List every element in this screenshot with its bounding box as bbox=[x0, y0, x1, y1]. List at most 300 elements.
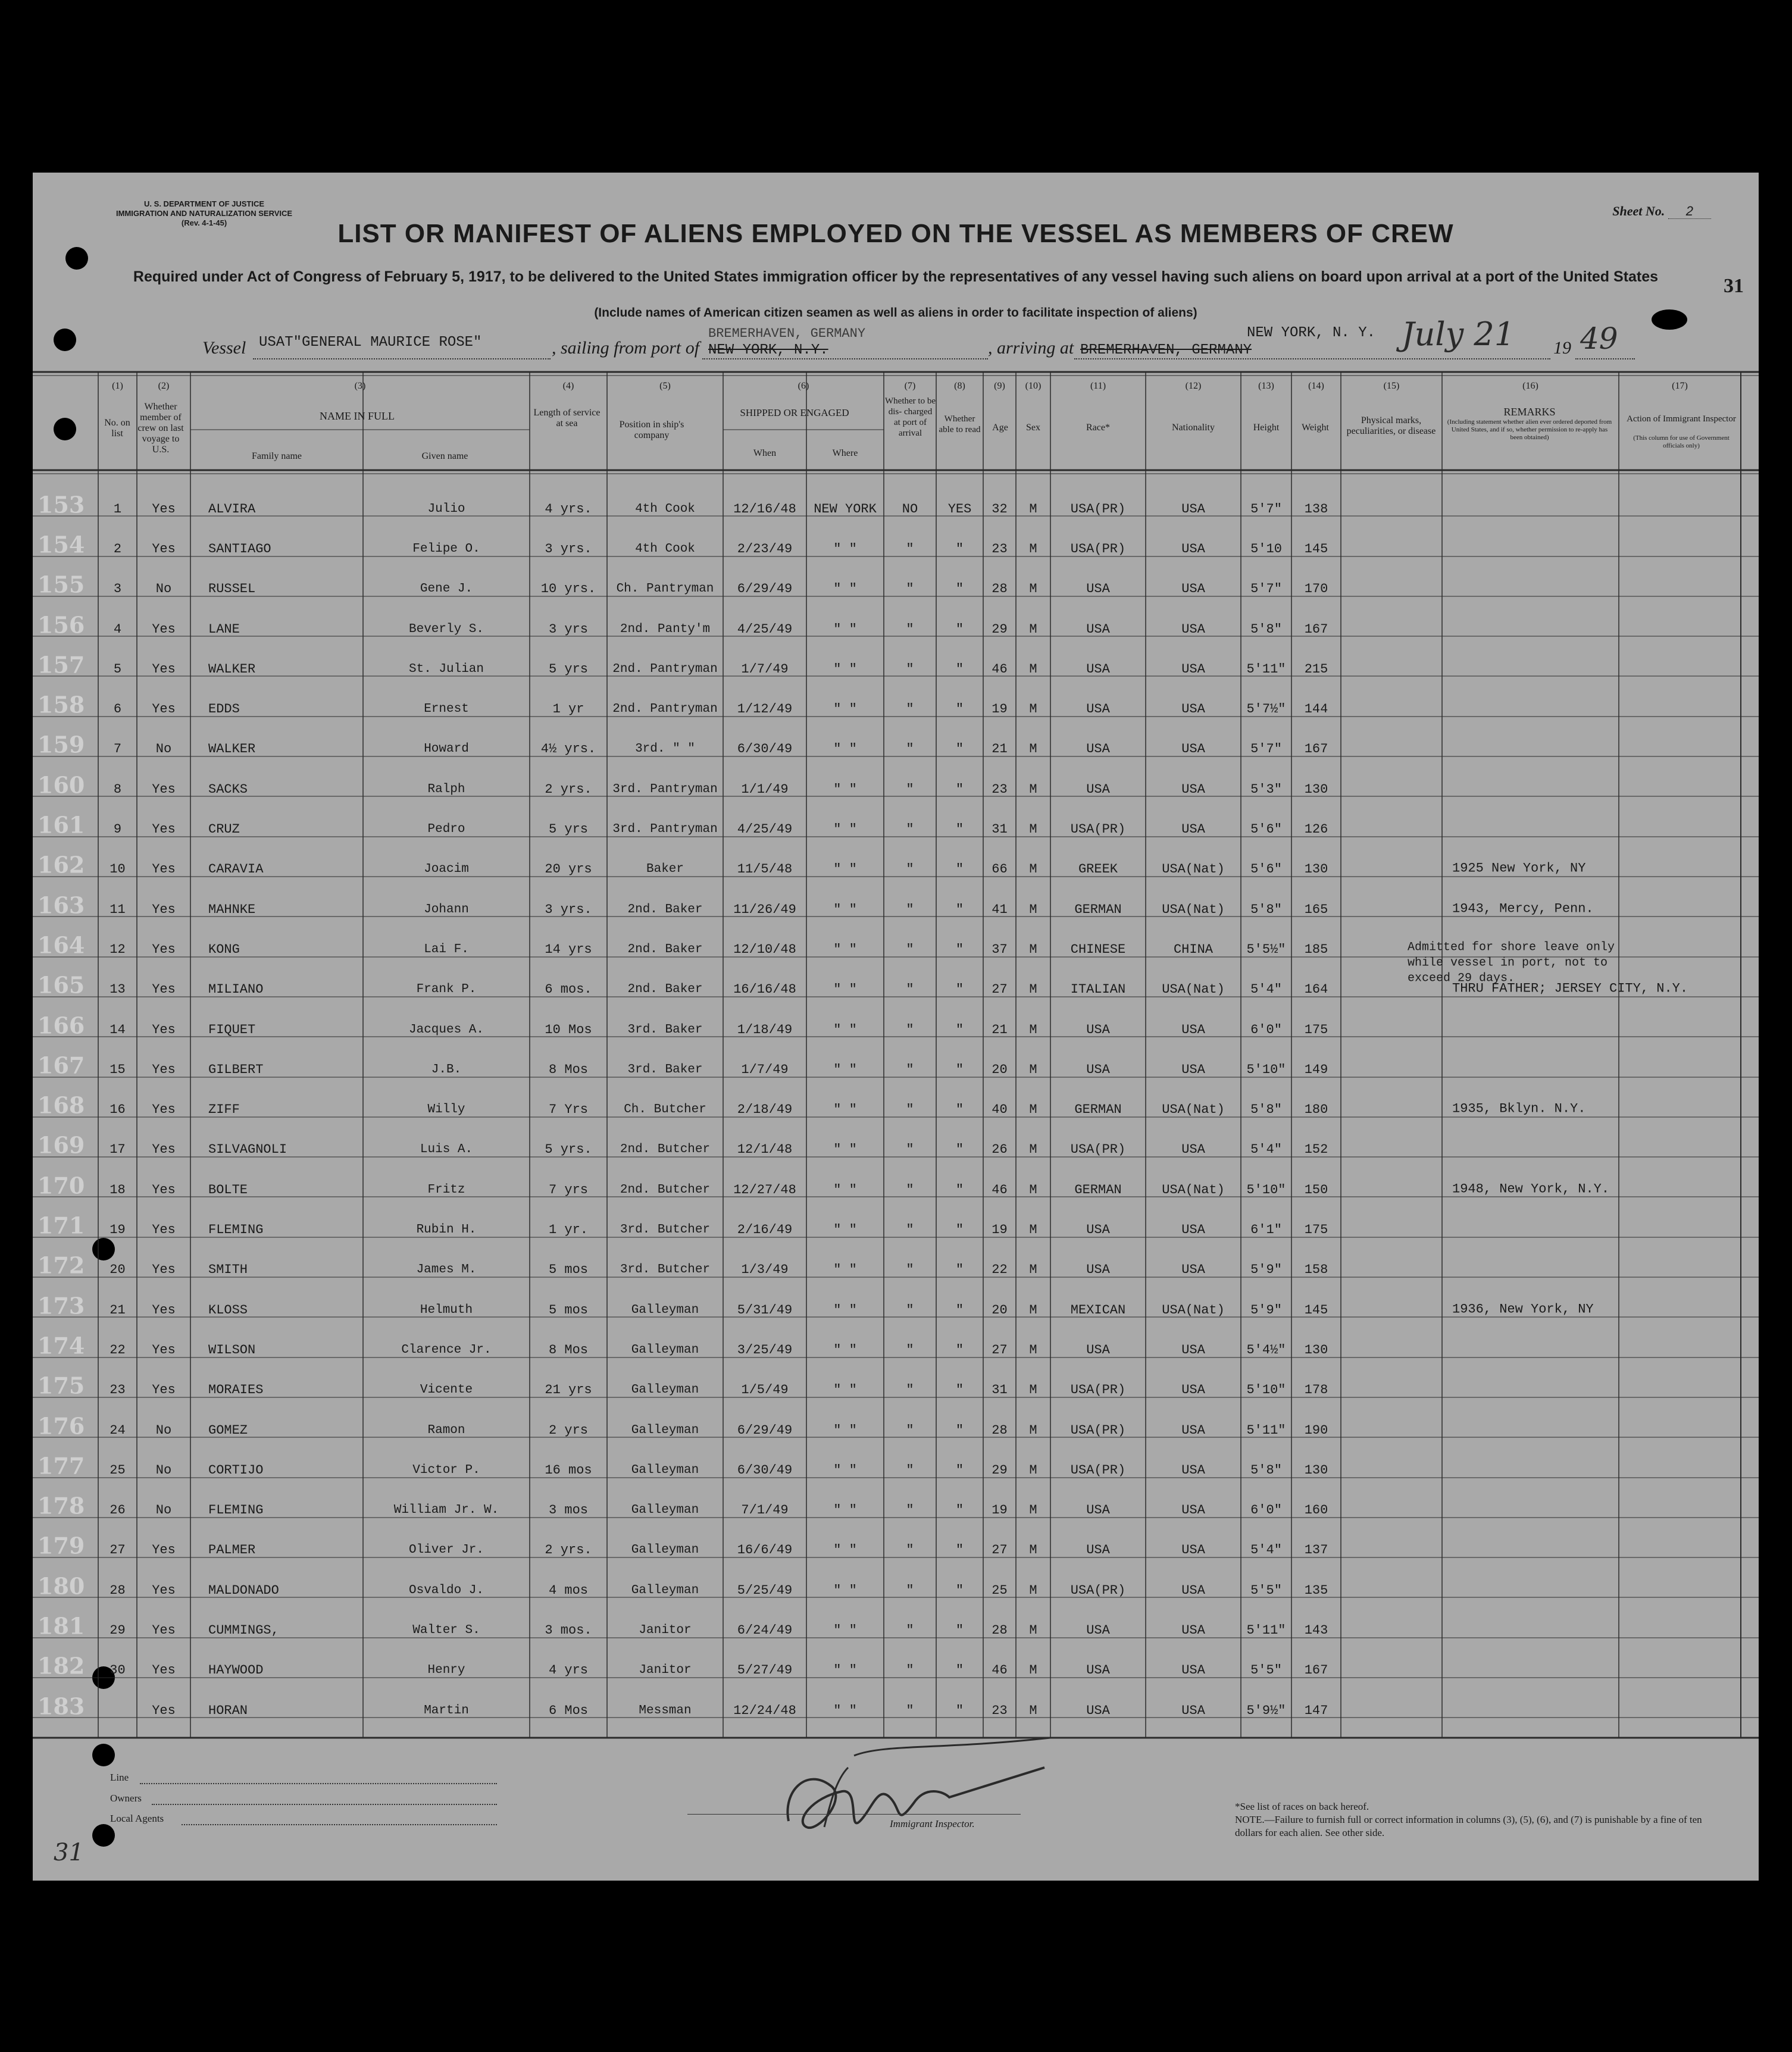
cell-discharged: " bbox=[906, 1342, 914, 1357]
cell-weight: 180 bbox=[1304, 1102, 1328, 1118]
cell-race: USA bbox=[1086, 1543, 1110, 1558]
cell-race: USA bbox=[1086, 621, 1110, 637]
cell-read: " bbox=[955, 1663, 964, 1678]
cell-when: 6/29/49 bbox=[737, 1422, 793, 1438]
cell-where: " " bbox=[833, 1182, 857, 1197]
cell-voyage: Yes bbox=[152, 1022, 176, 1037]
cell-sex: M bbox=[1029, 1142, 1037, 1158]
cell-given: St. Julian bbox=[408, 662, 484, 676]
cell-when: 11/5/48 bbox=[737, 862, 793, 877]
cell-when: 16/6/49 bbox=[737, 1543, 793, 1558]
cell-service: 3 yrs. bbox=[545, 902, 592, 917]
cell-read: " bbox=[955, 902, 964, 917]
hdr-shipped: SHIPPED OR ENGAGED bbox=[740, 407, 849, 418]
cell-height: 5'8" bbox=[1250, 621, 1282, 637]
cell-age: 23 bbox=[992, 781, 1008, 797]
cell-race: USA bbox=[1086, 1703, 1110, 1718]
cell-height: 5'10" bbox=[1246, 1062, 1286, 1077]
cell-race: GREEK bbox=[1078, 862, 1118, 877]
margin-stamp-number: 163 bbox=[37, 892, 85, 919]
kong-remark-1: Admitted for shore leave only bbox=[1408, 940, 1615, 955]
cell-service: 20 yrs bbox=[545, 862, 592, 877]
cell-no: 13 bbox=[110, 982, 126, 997]
margin-stamp-number: 178 bbox=[37, 1492, 85, 1519]
cell-no: 21 bbox=[110, 1302, 126, 1318]
cell-given: Vicente bbox=[420, 1383, 473, 1397]
cell-discharged: " bbox=[906, 862, 914, 877]
cell-when: 6/24/49 bbox=[737, 1623, 793, 1638]
margin-stamp-number: 169 bbox=[37, 1131, 85, 1159]
hdr-where: Where bbox=[832, 448, 858, 458]
cell-given: Walter S. bbox=[412, 1624, 480, 1638]
margin-stamp-number: 154 bbox=[37, 531, 85, 558]
cell-discharged: " bbox=[906, 661, 914, 677]
cell-position: 2nd. Butcher bbox=[620, 1183, 711, 1197]
cell-voyage: Yes bbox=[152, 621, 176, 637]
cell-race: MEXICAN bbox=[1070, 1302, 1126, 1318]
kong-remark-3: exceed 29 days. bbox=[1408, 971, 1515, 986]
cell-weight: 170 bbox=[1304, 581, 1328, 597]
cell-no: 19 bbox=[110, 1222, 126, 1238]
cell-given: Willy bbox=[427, 1103, 465, 1117]
cell-when: 6/29/49 bbox=[737, 581, 793, 597]
cell-voyage: Yes bbox=[152, 1062, 176, 1077]
cell-service: 3 mos bbox=[548, 1503, 588, 1518]
cell-sex: M bbox=[1029, 501, 1037, 517]
column-number-3: (3) bbox=[354, 381, 366, 391]
cell-read: " bbox=[955, 1582, 964, 1598]
cell-remarks: 1925 New York, NY bbox=[1452, 861, 1586, 876]
cell-service: 10 Mos bbox=[545, 1022, 592, 1037]
margin-stamp-number: 166 bbox=[37, 1012, 85, 1039]
cell-voyage: Yes bbox=[152, 1142, 176, 1158]
cell-weight: 145 bbox=[1304, 541, 1328, 556]
cell-where: " " bbox=[833, 1142, 857, 1158]
cell-position: Galleyman bbox=[631, 1463, 699, 1477]
cell-sex: M bbox=[1029, 902, 1037, 917]
cell-where: " " bbox=[833, 661, 857, 677]
cell-given: Henry bbox=[427, 1663, 465, 1678]
cell-service: 5 yrs bbox=[548, 661, 588, 677]
cell-weight: 126 bbox=[1304, 822, 1328, 837]
cell-age: 20 bbox=[992, 1302, 1008, 1318]
footer-line-label: Line bbox=[110, 1772, 129, 1783]
cell-discharged: " bbox=[906, 822, 914, 837]
cell-age: 28 bbox=[992, 1623, 1008, 1638]
column-number-8: (8) bbox=[954, 381, 965, 391]
cell-discharged: " bbox=[906, 982, 914, 997]
cell-sex: M bbox=[1029, 1062, 1037, 1077]
cell-when: 4/25/49 bbox=[737, 621, 793, 637]
hdr-sex: Sex bbox=[1026, 423, 1040, 433]
hdr-action: Action of Immigrant Inspector bbox=[1627, 414, 1736, 424]
margin-stamp-number: 176 bbox=[37, 1412, 85, 1440]
cell-read: " bbox=[955, 1462, 964, 1478]
margin-stamp-number: 165 bbox=[37, 971, 85, 999]
cell-discharged: " bbox=[906, 541, 914, 556]
column-number-10: (10) bbox=[1025, 381, 1042, 391]
cell-position: 3rd. Butcher bbox=[620, 1223, 711, 1237]
margin-stamp-number: 171 bbox=[37, 1212, 85, 1239]
cell-position: 3rd. Pantryman bbox=[612, 782, 718, 796]
cell-age: 46 bbox=[992, 1182, 1008, 1197]
cell-family: CORTIJO bbox=[208, 1462, 264, 1478]
column-number-11: (11) bbox=[1090, 381, 1106, 391]
arriving-label: , arriving at bbox=[988, 338, 1074, 358]
cell-race: USA bbox=[1086, 1262, 1110, 1278]
cell-height: 5'8" bbox=[1250, 902, 1282, 917]
cell-age: 29 bbox=[992, 1462, 1008, 1478]
cell-read: " bbox=[955, 1142, 964, 1158]
note-text: —Failure to furnish full or correct information in columns (3), (5), (6), and (7) is punishable by a fine of ten dollars for each alien. See other side. bbox=[1235, 1814, 1702, 1838]
cell-service: 5 mos bbox=[548, 1302, 588, 1318]
cell-age: 46 bbox=[992, 661, 1008, 677]
cell-height: 5'7½" bbox=[1246, 702, 1286, 717]
cell-voyage: Yes bbox=[152, 1302, 176, 1318]
hdr-weight: Weight bbox=[1302, 423, 1329, 433]
cell-position: 2nd. Baker bbox=[627, 983, 703, 997]
cell-service: 4 mos bbox=[548, 1582, 588, 1598]
cell-height: 5'3" bbox=[1250, 781, 1282, 797]
cell-weight: 178 bbox=[1304, 1382, 1328, 1398]
cell-read: " bbox=[955, 862, 964, 877]
cell-no: 27 bbox=[110, 1543, 126, 1558]
cell-race: USA bbox=[1086, 1503, 1110, 1518]
cell-weight: 130 bbox=[1304, 862, 1328, 877]
cell-read: " bbox=[955, 1262, 964, 1278]
cell-family: ZIFF bbox=[208, 1102, 240, 1118]
margin-stamp-number: 173 bbox=[37, 1292, 85, 1319]
cell-age: 22 bbox=[992, 1262, 1008, 1278]
cell-nationality: CHINA bbox=[1173, 941, 1213, 957]
cell-family: BOLTE bbox=[208, 1182, 248, 1197]
cell-age: 19 bbox=[992, 1503, 1008, 1518]
cell-no: 23 bbox=[110, 1382, 126, 1398]
margin-stamp-number: 155 bbox=[37, 571, 85, 598]
cell-service: 5 yrs. bbox=[545, 1142, 592, 1158]
cell-race: USA(PR) bbox=[1070, 1462, 1126, 1478]
cell-family: SMITH bbox=[208, 1262, 248, 1278]
cell-nationality: USA bbox=[1181, 1022, 1205, 1037]
cell-when: 5/25/49 bbox=[737, 1582, 793, 1598]
cell-when: 2/16/49 bbox=[737, 1222, 793, 1238]
cell-height: 5'10 bbox=[1250, 541, 1282, 556]
cell-service: 3 yrs bbox=[548, 621, 588, 637]
cell-position: 3rd. Baker bbox=[627, 1062, 703, 1077]
cell-discharged: " bbox=[906, 1222, 914, 1238]
cell-race: CHINESE bbox=[1070, 941, 1126, 957]
cell-nationality: USA bbox=[1181, 1062, 1205, 1077]
hdr-remarks: REMARKS bbox=[1503, 406, 1556, 418]
cell-nationality: USA bbox=[1181, 1543, 1205, 1558]
hdr-height: Height bbox=[1253, 423, 1280, 433]
cell-service: 6 Mos bbox=[548, 1703, 588, 1718]
cell-when: 1/7/49 bbox=[741, 1062, 789, 1077]
cell-position: 3rd. Butcher bbox=[620, 1263, 711, 1277]
cell-family: GOMEZ bbox=[208, 1422, 248, 1438]
cell-read: " bbox=[955, 621, 964, 637]
cell-no: 6 bbox=[113, 702, 122, 717]
cell-no: 26 bbox=[110, 1503, 126, 1518]
cell-position: 3rd. " " bbox=[635, 742, 695, 756]
cell-no: 9 bbox=[113, 822, 122, 837]
cell-nationality: USA bbox=[1181, 1703, 1205, 1718]
cell-read: " bbox=[955, 1302, 964, 1318]
cell-race: USA bbox=[1086, 1022, 1110, 1037]
requirement-text: Required under Act of Congress of February 5, 1917, to be delivered to the United States immigration officer by the representatives of any vessel having such aliens on board upon arrival at a port of the United States bbox=[133, 268, 1659, 285]
cell-discharged: " bbox=[906, 1623, 914, 1638]
cell-height: 5'8" bbox=[1250, 1102, 1282, 1118]
cell-service: 21 yrs bbox=[545, 1382, 592, 1398]
cell-no: 25 bbox=[110, 1462, 126, 1478]
cell-voyage: Yes bbox=[152, 1102, 176, 1118]
year-suffix: 49 bbox=[1580, 321, 1618, 356]
hdr-race: Race* bbox=[1086, 423, 1110, 433]
cell-where: " " bbox=[833, 941, 857, 957]
cell-voyage: No bbox=[155, 1462, 172, 1478]
cell-sex: M bbox=[1029, 1582, 1037, 1598]
cell-age: 26 bbox=[992, 1142, 1008, 1158]
cell-family: KLOSS bbox=[208, 1302, 248, 1318]
cell-when: 1/7/49 bbox=[741, 661, 789, 677]
cell-given: Martin bbox=[424, 1703, 469, 1718]
margin-stamp-number: 170 bbox=[37, 1172, 85, 1199]
margin-stamp-number: 153 bbox=[37, 491, 85, 518]
arriving-port: NEW YORK, N. Y. bbox=[1247, 325, 1376, 341]
cell-no: 11 bbox=[110, 902, 126, 917]
cell-race: USA(PR) bbox=[1070, 541, 1126, 556]
dept-line-1: U. S. DEPARTMENT OF JUSTICE bbox=[144, 199, 265, 208]
cell-weight: 138 bbox=[1304, 501, 1328, 517]
cell-discharged: " bbox=[906, 1302, 914, 1318]
cell-given: Howard bbox=[424, 742, 469, 756]
cell-nationality: USA bbox=[1181, 1623, 1205, 1638]
cell-weight: 215 bbox=[1304, 661, 1328, 677]
cell-sex: M bbox=[1029, 581, 1037, 597]
inspector-label: Immigrant Inspector. bbox=[890, 1818, 975, 1829]
cell-age: 31 bbox=[992, 822, 1008, 837]
cell-weight: 167 bbox=[1304, 742, 1328, 757]
cell-race: USA bbox=[1086, 702, 1110, 717]
kong-remark-2: while vessel in port, not to bbox=[1408, 956, 1608, 970]
cell-age: 19 bbox=[992, 702, 1008, 717]
cell-where: " " bbox=[833, 621, 857, 637]
cell-position: Janitor bbox=[639, 1663, 692, 1678]
cell-sex: M bbox=[1029, 1022, 1037, 1037]
cell-where: " " bbox=[833, 702, 857, 717]
cell-when: 6/30/49 bbox=[737, 742, 793, 757]
cell-family: WALKER bbox=[208, 742, 256, 757]
cell-read: " bbox=[955, 982, 964, 997]
cell-no: 24 bbox=[110, 1422, 126, 1438]
cell-no: 17 bbox=[110, 1142, 126, 1158]
cell-age: 40 bbox=[992, 1102, 1008, 1118]
cell-nationality: USA bbox=[1181, 501, 1205, 517]
cell-when: 1/3/49 bbox=[741, 1262, 789, 1278]
cell-where: " " bbox=[833, 1062, 857, 1077]
cell-sex: M bbox=[1029, 862, 1037, 877]
cell-no: 30 bbox=[110, 1663, 126, 1678]
cell-voyage: Yes bbox=[152, 702, 176, 717]
cell-sex: M bbox=[1029, 1703, 1037, 1718]
cell-when: 16/16/48 bbox=[733, 982, 796, 997]
cell-height: 6'1" bbox=[1250, 1222, 1282, 1238]
cell-position: Ch. Butcher bbox=[624, 1103, 706, 1117]
cell-voyage: Yes bbox=[152, 1382, 176, 1398]
margin-stamp-number: 174 bbox=[37, 1332, 85, 1359]
cell-no: 29 bbox=[110, 1623, 126, 1638]
cell-where: " " bbox=[833, 1543, 857, 1558]
cell-service: 6 mos. bbox=[545, 982, 592, 997]
cell-service: 10 yrs. bbox=[540, 581, 596, 597]
cell-where: " " bbox=[833, 1022, 857, 1037]
cell-nationality: USA(Nat) bbox=[1162, 1102, 1225, 1118]
cell-sex: M bbox=[1029, 1543, 1037, 1558]
cell-sex: M bbox=[1029, 1342, 1037, 1357]
margin-stamp-number: 160 bbox=[37, 771, 85, 799]
cell-race: USA bbox=[1086, 1222, 1110, 1238]
hdr-length-service: Length of service at sea bbox=[533, 408, 601, 428]
cell-given: Ramon bbox=[427, 1423, 465, 1437]
cell-position: 2nd. Butcher bbox=[620, 1143, 711, 1157]
cell-where: " " bbox=[833, 1422, 857, 1438]
cell-service: 1 yr bbox=[552, 702, 584, 717]
cell-remarks: THRU FATHER; JERSEY CITY, N.Y. bbox=[1452, 981, 1688, 996]
note-label: NOTE. bbox=[1235, 1814, 1265, 1825]
cell-position: Galleyman bbox=[631, 1343, 699, 1357]
hdr-action-note: (This column for use of Government officials only) bbox=[1633, 434, 1730, 449]
cell-where: " " bbox=[833, 862, 857, 877]
cell-discharged: " bbox=[906, 621, 914, 637]
cell-race: USA bbox=[1086, 661, 1110, 677]
cell-when: 2/18/49 bbox=[737, 1102, 793, 1118]
cell-family: FIQUET bbox=[208, 1022, 256, 1037]
margin-stamp-number: 168 bbox=[37, 1091, 85, 1119]
cell-service: 2 yrs bbox=[548, 1422, 588, 1438]
cell-read: " bbox=[955, 1182, 964, 1197]
cell-where: " " bbox=[833, 1582, 857, 1598]
cell-where: " " bbox=[833, 1262, 857, 1278]
cell-family: KONG bbox=[208, 941, 240, 957]
cell-position: Janitor bbox=[639, 1624, 692, 1638]
cell-read: " bbox=[955, 541, 964, 556]
cell-age: 25 bbox=[992, 1582, 1008, 1598]
cell-where: " " bbox=[833, 1623, 857, 1638]
margin-stamp-number: 159 bbox=[37, 731, 85, 758]
cell-height: 5'7" bbox=[1250, 742, 1282, 757]
cell-family: PALMER bbox=[208, 1543, 256, 1558]
cell-where: " " bbox=[833, 1462, 857, 1478]
cell-discharged: " bbox=[906, 1022, 914, 1037]
cell-when: 7/1/49 bbox=[741, 1503, 789, 1518]
hdr-nationality: Nationality bbox=[1172, 423, 1215, 433]
cell-height: 5'4" bbox=[1250, 1142, 1282, 1158]
cell-service: 5 yrs bbox=[548, 822, 588, 837]
cell-family: HORAN bbox=[208, 1703, 248, 1718]
cell-weight: 135 bbox=[1304, 1582, 1328, 1598]
margin-stamp-number: 164 bbox=[37, 931, 85, 959]
cell-sex: M bbox=[1029, 1382, 1037, 1398]
cell-sex: M bbox=[1029, 661, 1037, 677]
cell-sex: M bbox=[1029, 1222, 1037, 1238]
cell-read: " bbox=[955, 781, 964, 797]
cell-discharged: " bbox=[906, 1142, 914, 1158]
cell-race: USA bbox=[1086, 1342, 1110, 1357]
margin-stamp-number: 182 bbox=[37, 1652, 85, 1679]
cell-no: 18 bbox=[110, 1182, 126, 1197]
cell-service: 3 mos. bbox=[545, 1623, 592, 1638]
cell-voyage: Yes bbox=[152, 1342, 176, 1357]
cell-position: 2nd. Panty'm bbox=[620, 622, 711, 636]
column-number-5: (5) bbox=[659, 381, 671, 391]
cell-race: USA(PR) bbox=[1070, 501, 1126, 517]
margin-stamp-number: 183 bbox=[37, 1693, 85, 1720]
cell-where: " " bbox=[833, 1503, 857, 1518]
cell-sex: M bbox=[1029, 1102, 1037, 1118]
column-number-16: (16) bbox=[1522, 381, 1538, 391]
cell-service: 8 Mos bbox=[548, 1062, 588, 1077]
cell-service: 4½ yrs. bbox=[540, 742, 596, 757]
cell-sex: M bbox=[1029, 1182, 1037, 1197]
cell-no: 1 bbox=[113, 501, 122, 517]
sheet-number-value: 2 bbox=[1668, 204, 1711, 219]
cell-discharged: " bbox=[906, 1102, 914, 1118]
cell-when: 1/5/49 bbox=[741, 1382, 789, 1398]
cell-nationality: USA bbox=[1181, 1342, 1205, 1357]
cell-voyage: Yes bbox=[152, 781, 176, 797]
cell-height: 5'4" bbox=[1250, 982, 1282, 997]
cell-family: CARAVIA bbox=[208, 862, 264, 877]
cell-remarks: 1948, New York, N.Y. bbox=[1452, 1181, 1610, 1197]
cell-sex: M bbox=[1029, 941, 1037, 957]
cell-discharged: " bbox=[906, 1182, 914, 1197]
hdr-able-read: Whether able to read bbox=[939, 414, 981, 434]
cell-remarks: 1936, New York, NY bbox=[1452, 1302, 1594, 1317]
cell-discharged: " bbox=[906, 1382, 914, 1398]
cell-service: 4 yrs. bbox=[545, 501, 592, 517]
cell-voyage: Yes bbox=[152, 541, 176, 556]
cell-where: " " bbox=[833, 781, 857, 797]
cell-read: " bbox=[955, 1342, 964, 1357]
hdr-when: When bbox=[753, 448, 777, 458]
cell-when: 5/27/49 bbox=[737, 1663, 793, 1678]
column-number-6: (6) bbox=[798, 381, 809, 391]
cell-weight: 167 bbox=[1304, 1663, 1328, 1678]
cell-nationality: USA bbox=[1181, 781, 1205, 797]
cell-height: 5'7" bbox=[1250, 501, 1282, 517]
cell-height: 5'9½" bbox=[1246, 1703, 1286, 1718]
cell-age: 41 bbox=[992, 902, 1008, 917]
column-number-17: (17) bbox=[1672, 381, 1688, 391]
cell-service: 2 yrs. bbox=[545, 781, 592, 797]
cell-voyage: Yes bbox=[152, 1182, 176, 1197]
cell-race: USA bbox=[1086, 581, 1110, 597]
cell-discharged: " bbox=[906, 742, 914, 757]
vessel-label: Vessel bbox=[202, 338, 246, 358]
cell-nationality: USA bbox=[1181, 661, 1205, 677]
cell-age: 23 bbox=[992, 1703, 1008, 1718]
cell-age: 28 bbox=[992, 581, 1008, 597]
cell-read: " bbox=[955, 581, 964, 597]
cell-sex: M bbox=[1029, 1462, 1037, 1478]
cell-read: " bbox=[955, 1222, 964, 1238]
cell-race: USA(PR) bbox=[1070, 1422, 1126, 1438]
cell-sex: M bbox=[1029, 1503, 1037, 1518]
hdr-age: Age bbox=[992, 423, 1008, 433]
cell-read: " bbox=[955, 742, 964, 757]
cell-age: 46 bbox=[992, 1663, 1008, 1678]
cell-given: Johann bbox=[424, 902, 469, 916]
